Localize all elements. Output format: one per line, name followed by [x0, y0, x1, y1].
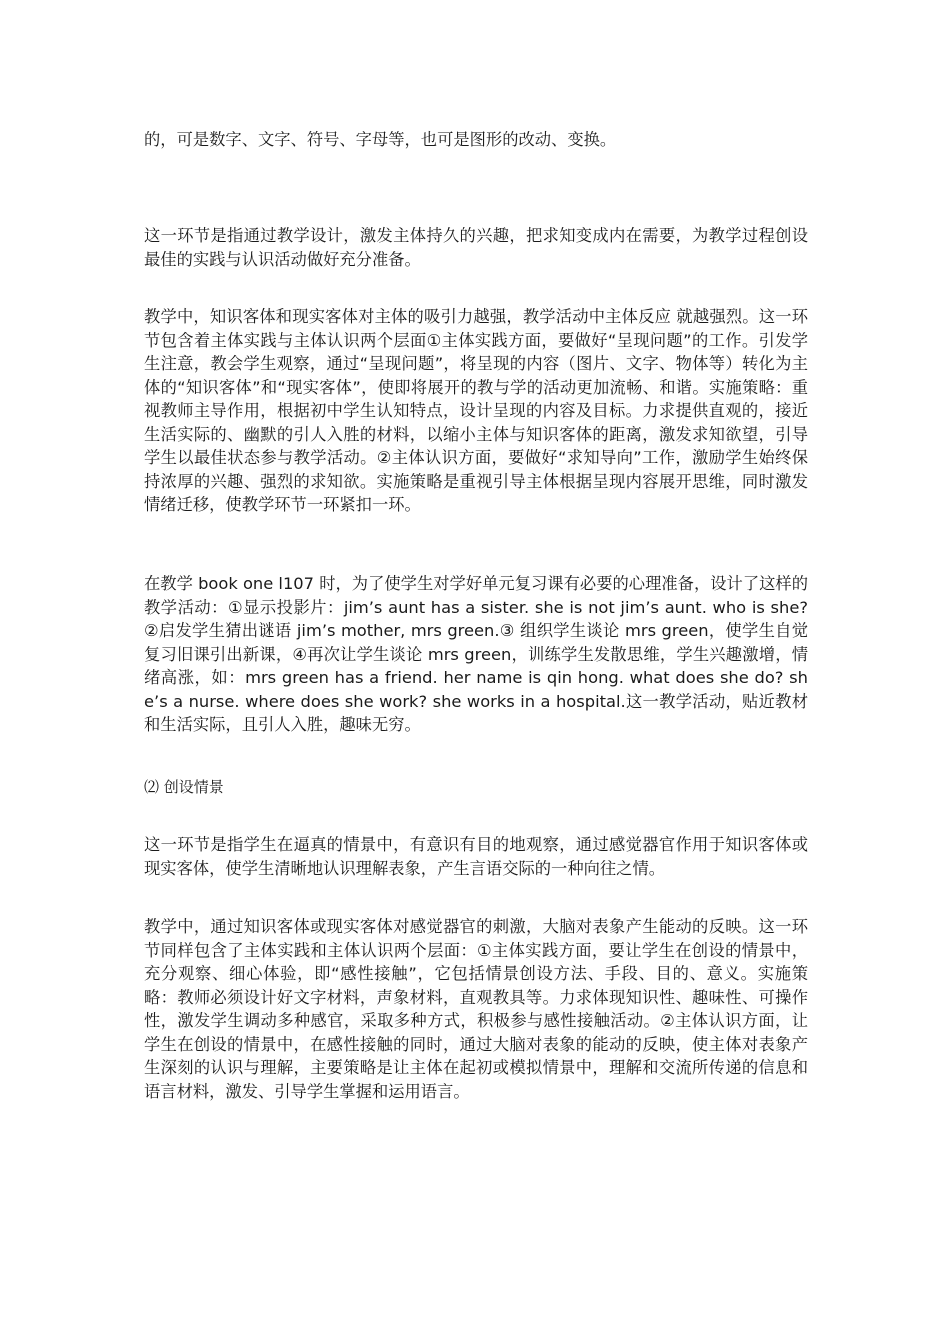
body-paragraph: 教学中，知识客体和现实客体对主体的吸引力越强，教学活动中主体反应 就越强烈。这一环节包含着主体实践与主体认识两个层面①主体实践方面，要做好“呈现问题”的工作。引发学生注意，教会学生观察，通过“呈现问题”，将呈现的内容（图片、文字、物体等）转化为主体的“知识客体”和“现实客体”，使即将展开的教与学的活动更加流畅、和谐。实施策略：重视教师主导作用，根据初中学生认知特点，设计呈现的内容及目标。力求提供直观的，接近生活实际的、幽默的引人入胜的材料，以缩小主体与知识客体的距离，激发求知欲望，引导学生以最佳状态参与教学活动。②主体认识方面，要做好“求知导向”工作，激励学生始终保持浓厚的兴趣、强烈的求知欲。实施策略是重视引导主体根据呈现内容展开思维，同时激发情绪迁移，使教学环节一环紧扣一环。: [144, 307, 808, 514]
body-paragraph: 教学中，通过知识客体或现实客体对感觉器官的刺激，大脑对表象产生能动的反映。这一环节同样包含了主体实践和主体认识两个层面：①主体实践方面，要让学生在创设的情景中，充分观察、细心体验，即“感性接触”，它包括情景创设方法、手段、目的、意义。实施策略：教师必须设计好文字材料，声象材料，直观教具等。力求体现知识性、趣味性、可操作性，激发学生调动多种感官，采取多种方式，积极参与感性接触活动。②主体认识方面，让学生在创设的情景中，在感性接触的同时，通过大脑对表象的能动的反映，使主体对表象产生深刻的认识与理解，主要策略是让主体在起初或模拟情景中，理解和交流所传递的信息和语言材料，激发、引导学生掌握和运用语言。: [144, 917, 808, 1101]
section-heading: ⑵ 创设情景: [144, 778, 224, 796]
intro-paragraph: 的，可是数字、文字、符号、字母等，也可是图形的改动、变换。: [144, 130, 617, 149]
example-paragraph: 在教学 book one l107 时，为了使学生对学好单元复习课有必要的心理准备，设计了这样的教学活动：①显示投影片：jim’s aunt has a sister. she is not jim’s aunt. who is she? ②启发学生猜出谜语 jim’s mother, mrs green.③ 组织学生谈论 mrs green，使学生自觉复习旧课引出新课，④再次让学生谈论 mrs green，训练学生发散思维，学生兴趣激增，情绪高涨，如：mrs green has a friend. her name is qin hong. what does she do? she’s a nurse. where does she work? she works in a hospital.这一教学活动，贴近教材和生活实际，且引人入胜，趣味无穷。: [144, 574, 808, 734]
body-paragraph: 这一环节是指学生在逼真的情景中，有意识有目的地观察，通过感觉器官作用于知识客体或现实客体，使学生清晰地认识理解表象，产生言语交际的一种向往之情。: [144, 835, 808, 878]
body-paragraph: 这一环节是指通过教学设计，激发主体持久的兴趣，把求知变成内在需要，为教学过程创设最佳的实践与认识活动做好充分准备。: [144, 226, 808, 269]
